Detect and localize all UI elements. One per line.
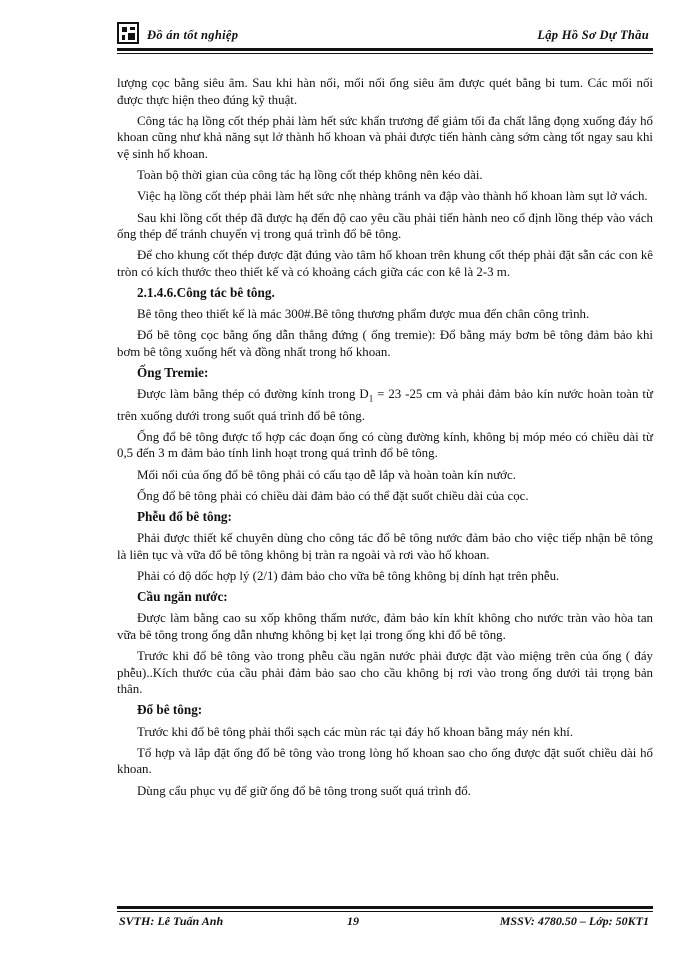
paragraph: Trước khi đổ bê tông phải thổi sạch các mùn rác tại đáy hố khoan bằng máy nén khí.	[137, 724, 574, 739]
page-header	[117, 22, 653, 50]
subsection-heading-funnel: Phễu đổ bê tông:	[137, 508, 232, 524]
footer-student-name: SVTH: Lê Tuấn Anh	[119, 914, 224, 928]
paragraph: Bê tông theo thiết kế là mác 300#.Bê tông thương phẩm được mua đến chân công trình.	[137, 307, 590, 322]
paragraph: Phải được thiết kế chuyên dùng cho công tác đổ bê tông nước đảm bảo cho việc tiếp nhận bê tông là liên tục và vữa đổ bê tông không bị tràn ra ngoài và rơi vào hố khoan.	[117, 531, 653, 562]
page-footer	[117, 912, 653, 930]
paragraph: Việc hạ lồng cốt thép phải làm hết sức nhẹ nhàng tránh va đập vào thành hố khoan làm sụt lở vách.	[137, 189, 648, 204]
text-run: Được làm bằng thép có đường kính trong D	[137, 387, 369, 402]
footer-student-id: MSSV: 4780.50 – Lớp: 50KT1	[499, 914, 649, 928]
subsection-heading-tremie: Ống Tremie:	[137, 365, 209, 381]
paragraph: Công tác hạ lồng cốt thép phải làm hết sức khẩn trương để giảm tối đa chất lắng đọng xuống đáy hố khoan cũng như khả năng sụt lở thành hố khoan và phải được tiến hành càng sớm càng tốt ngay sau khi vệ sinh hố khoan.	[117, 113, 653, 161]
subsection-heading-water-plug: Cầu ngăn nước:	[137, 589, 228, 605]
header-rule	[117, 48, 653, 54]
paragraph: Tổ hợp và lắp đặt ống đổ bê tông vào trong lòng hố khoan sao cho ống được đặt suốt chiều dài hố khoan.	[117, 745, 653, 777]
page-number: 19	[347, 914, 359, 928]
paragraph: Đổ bê tông cọc bằng ống dẫn thẳng đứng ( ống tremie): Đổ bằng máy bơm bê tông đảm bảo khi bơm bê tông xuống hết và đồng nhất trong hố khoan.	[117, 328, 653, 360]
subscript: 1	[368, 394, 374, 405]
paragraph: Dùng cẩu phục vụ để giữ ống đổ bê tông trong suốt quá trình đổ.	[137, 783, 471, 798]
paragraph: Để cho khung cốt thép được đặt đúng vào tâm hố khoan trên khung cốt thép phải đặt sẵn các con kê tròn có kích thước theo thiết kế và có khoảng cách giữa các con kê là 2-3 m.	[117, 248, 653, 279]
subsection-heading-pouring: Đổ bê tông:	[137, 702, 203, 718]
paragraph: Trước khi đổ bê tông vào trong phễu cầu ngăn nước phải được đặt vào miệng trên của ống ( đáy phễu)..Kích thước của cầu phải đảm bảo sao cho cầu không bị rơi vào trong ống dưới tải trọng bản thân.	[117, 649, 653, 697]
header-chapter-title: Lập Hồ Sơ Dự Thầu	[537, 28, 649, 42]
school-logo-icon	[117, 22, 139, 44]
header-thesis-title: Đồ án tốt nghiệp	[147, 28, 239, 42]
paragraph: Được làm bằng cao su xốp không thấm nước, đảm bảo kín khít không cho nước tràn vào hòa tan vữa bê tông trong ống dẫn nhưng không bị kẹt lại trong ống khi đổ bê tông.	[117, 611, 653, 642]
paragraph: Toàn bộ thời gian của công tác hạ lồng cốt thép không nên kéo dài.	[137, 168, 483, 183]
paragraph-tremie-diameter	[117, 386, 653, 424]
text-run: = 23 -25 cm và phải đảm bảo kín nước hoàn toàn từ trên xuống dưới trong suốt quá trình đổ bê tông.	[117, 387, 653, 423]
paragraph: Sau khi lồng cốt thép đã được hạ đến độ cao yêu cầu phải tiến hành neo cố định lồng thép vào vách ống thép để tránh chuyển vị trong quá trình đổ bê tông.	[117, 210, 653, 242]
paragraph: Ống đổ bê tông được tổ hợp các đoạn ống có cùng đường kính, không bị móp méo có chiều dài từ 0,5 đến 3 m đảm bảo tính linh hoạt trong quá trình đổ bê tông.	[117, 429, 653, 461]
paragraph: Ống đổ bê tông phải có chiều dài đảm bảo có thể đặt suốt chiều dài của cọc.	[137, 488, 529, 503]
paragraph: Mối nối của ống đổ bê tông phải có cấu tạo dễ lắp và hoàn toàn kín nước.	[137, 467, 516, 482]
section-heading: 2.1.4.6.Công tác bê tông.	[137, 285, 275, 301]
paragraph: Phải có độ dốc hợp lý (2/1) đảm bảo cho vữa bê tông không bị dính hạt trên phễu.	[137, 568, 560, 583]
document-body	[117, 75, 653, 804]
paragraph: lượng cọc bằng siêu âm. Sau khi hàn nối, mối nối ống siêu âm được quét bằng bi tum. Các mối nối được thực hiện theo đúng kỹ thuật.	[117, 76, 653, 107]
